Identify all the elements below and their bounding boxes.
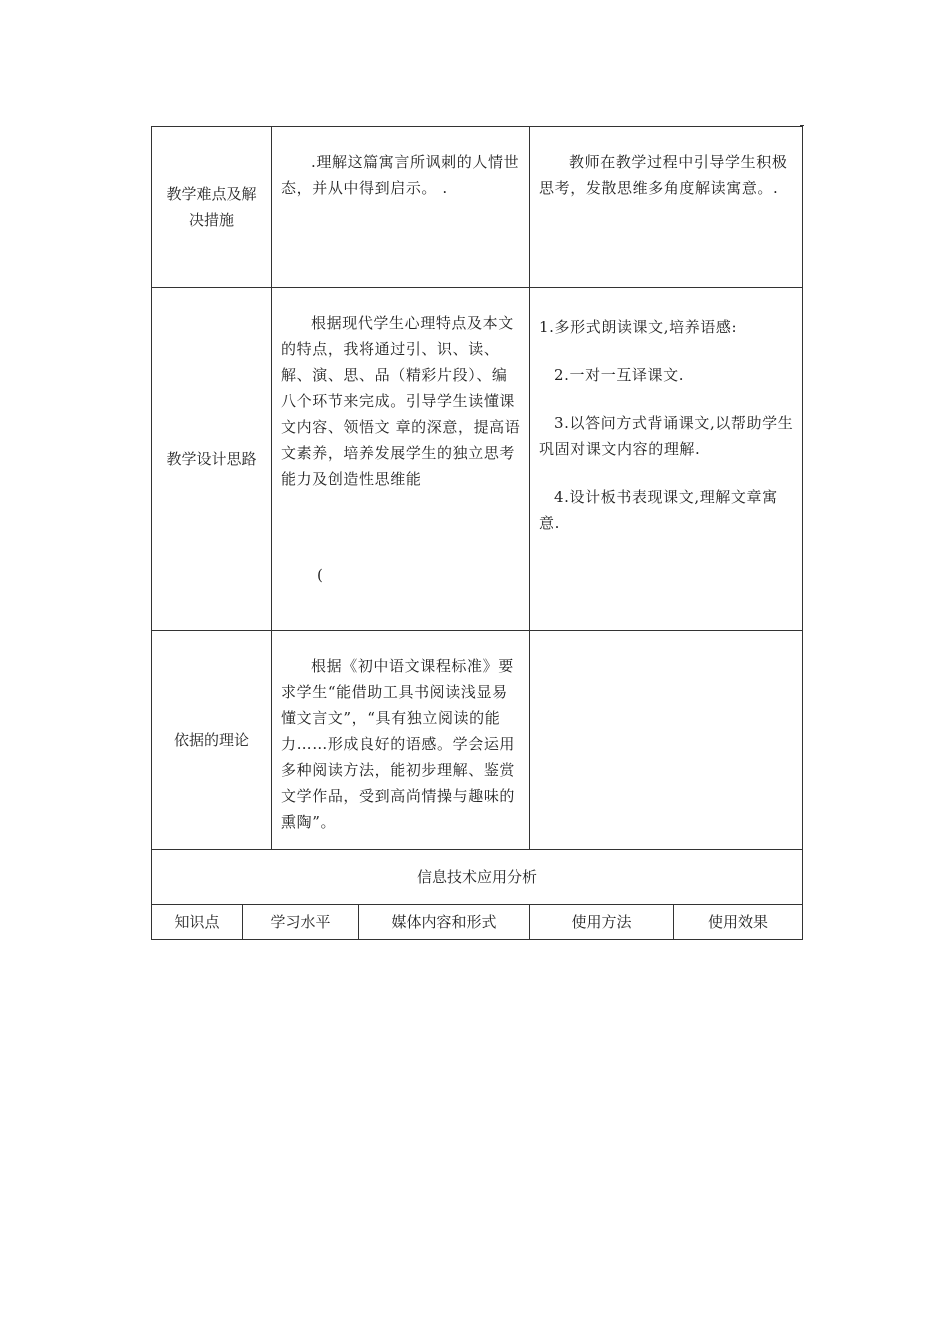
- list-item: 4.设计板书表现课文,理解文章寓意.: [539, 488, 778, 532]
- row-label-cell: [152, 631, 272, 850]
- row-label: 教学难点及解决措施: [166, 185, 257, 229]
- list-item: 2.一对一互译课文.: [554, 366, 685, 384]
- paragraph: 根据《初中语文课程标准》要求学生“能借助工具书阅读浅显易懂文言文”，“具有独立阅读的能力……形成良好的语感。学会运用多种阅读方法，能初步理解、鉴赏文学作品，受到高尚情操与趣味的熏陶”。: [281, 657, 516, 831]
- table-row: [152, 631, 803, 850]
- column-header: 知识点: [152, 905, 243, 940]
- list-item: 1.多形式朗读课文,培养语感:: [539, 318, 738, 336]
- content-cell: [272, 127, 530, 288]
- column-header: 学习水平: [243, 905, 359, 940]
- lesson-plan-table-main: [151, 126, 803, 940]
- content-cell: [530, 127, 803, 288]
- column-header: 使用方法: [530, 905, 674, 940]
- row-label-cell: [152, 127, 272, 288]
- row-label: 教学设计思路: [166, 450, 257, 468]
- table-row: [152, 127, 803, 288]
- row-label: 依据的理论: [174, 731, 250, 749]
- section-title: 信息技术应用分析: [152, 850, 803, 905]
- column-header: 媒体内容和形式: [359, 905, 530, 940]
- column-header: 使用效果: [674, 905, 803, 940]
- list-item: 3.以答问方式背诵课文,以帮助学生巩固对课文内容的理解.: [539, 414, 794, 458]
- table-row: [152, 850, 803, 905]
- row-label-cell: [152, 288, 272, 631]
- paragraph: .理解这篇寓言所讽刺的人情世态，并从中得到启示。 .: [281, 153, 520, 197]
- content-cell: [530, 631, 803, 850]
- table-header-row: [152, 905, 803, 940]
- paragraph: (: [317, 566, 324, 584]
- content-cell: [272, 631, 530, 850]
- content-cell: [272, 288, 530, 631]
- paragraph: 根据现代学生心理特点及本文的特点，我将通过引、识、读、解、演、思、品（精彩片段）、编八个环节来完成。引导学生读懂课文内容、领悟文 章的深意，提高语文素养，培养发展学生的独立思考能力及创造性思维能: [281, 314, 521, 488]
- content-cell: [530, 288, 803, 631]
- table-row: [152, 288, 803, 631]
- paragraph: 教师在教学过程中引导学生积极思考，发散思维多角度解读寓意。.: [539, 153, 788, 197]
